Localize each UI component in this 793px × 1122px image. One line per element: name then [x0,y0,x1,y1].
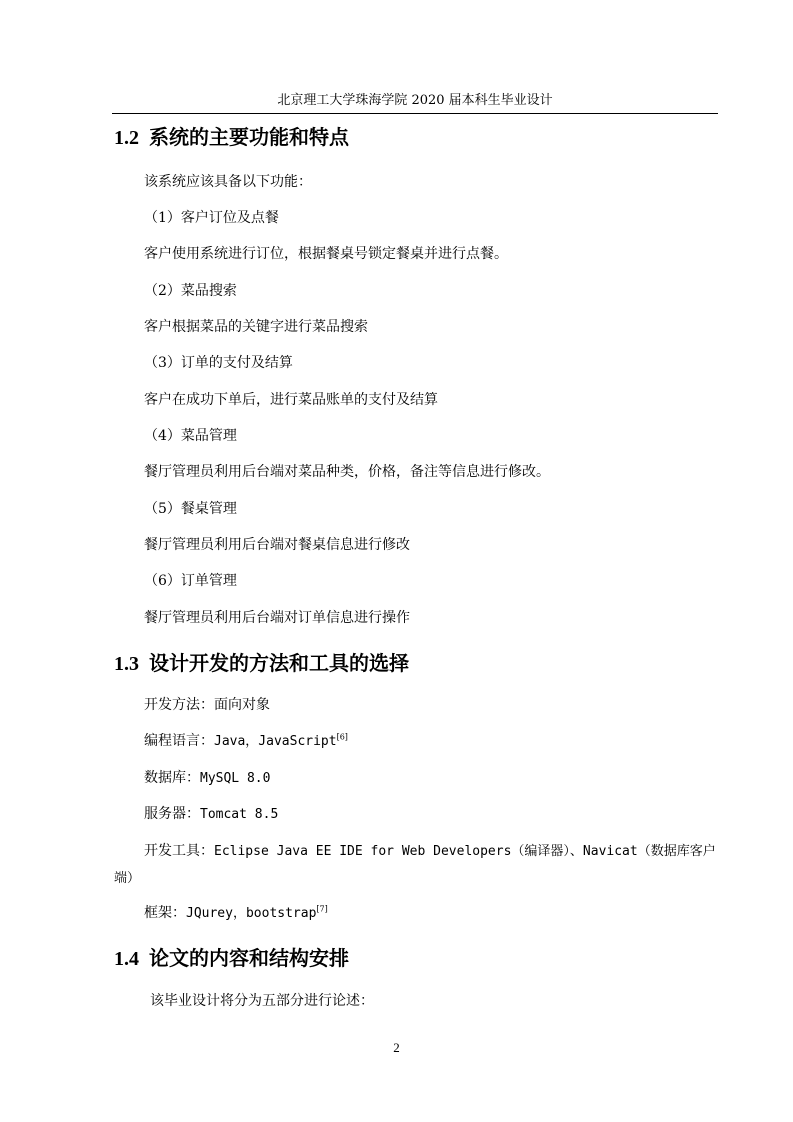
running-header: 北京理工大学珠海学院 2020 届本科生毕业设计 [277,93,553,108]
section-heading-1-2 [114,124,349,151]
item-label-3: （3）订单的支付及结算 [144,355,293,371]
server-label: 服务器： [144,806,200,822]
framework [144,903,328,924]
item-label-5: （5）餐桌管理 [144,501,237,517]
section-number: 1.4 [114,948,139,970]
framework-value: JQurey，bootstrap [186,906,317,921]
item-label-1: （1）客户订位及点餐 [144,210,279,226]
paragraph-intro: 该系统应该具备以下功能： [144,174,312,190]
citation-ref: [7] [316,904,328,914]
dev-method: 开发方法：面向对象 [144,697,270,713]
tools-label: 开发工具： [144,843,214,859]
framework-label: 框架： [144,905,186,921]
tools-value: Eclipse Java EE IDE for Web Developers（编译器）、Navicat（数据库客户端） [114,844,716,886]
header-divider [112,113,718,114]
item-desc-3: 客户在成功下单后，进行菜品账单的支付及结算 [144,392,438,408]
section-heading-1-4 [114,945,349,972]
item-label-6: （6）订单管理 [144,573,237,589]
dev-tools [114,838,718,892]
item-label-4: （4）菜品管理 [144,428,237,444]
db-value: MySQL 8.0 [200,771,271,786]
section-number: 1.2 [114,127,139,149]
item-label-2: （2）菜品搜索 [144,283,237,299]
programming-language [144,731,348,752]
item-desc-5: 餐厅管理员利用后台端对餐桌信息进行修改 [144,537,410,553]
section-heading-1-3 [114,650,409,677]
lang-label: 编程语言： [144,733,214,749]
server-value: Tomcat 8.5 [200,807,279,822]
item-desc-2: 客户根据菜品的关键字进行菜品搜索 [144,319,368,335]
page-number: 2 [393,1040,400,1055]
section-title: 论文的内容和结构安排 [149,946,349,970]
db-label: 数据库： [144,770,200,786]
server [144,804,278,825]
item-desc-6: 餐厅管理员利用后台端对订单信息进行操作 [144,610,410,626]
citation-ref: [6] [336,732,348,742]
paragraph-outline-intro: 该毕业设计将分为五部分进行论述： [150,993,374,1009]
lang-value: Java，JavaScript [214,734,337,749]
item-desc-1: 客户使用系统进行订位，根据餐桌号锁定餐桌并进行点餐。 [144,246,508,262]
section-title: 设计开发的方法和工具的选择 [149,651,409,675]
section-title: 系统的主要功能和特点 [149,125,349,149]
item-desc-4: 餐厅管理员利用后台端对菜品种类，价格，备注等信息进行修改。 [144,464,550,480]
database [144,768,270,789]
section-number: 1.3 [114,653,139,675]
